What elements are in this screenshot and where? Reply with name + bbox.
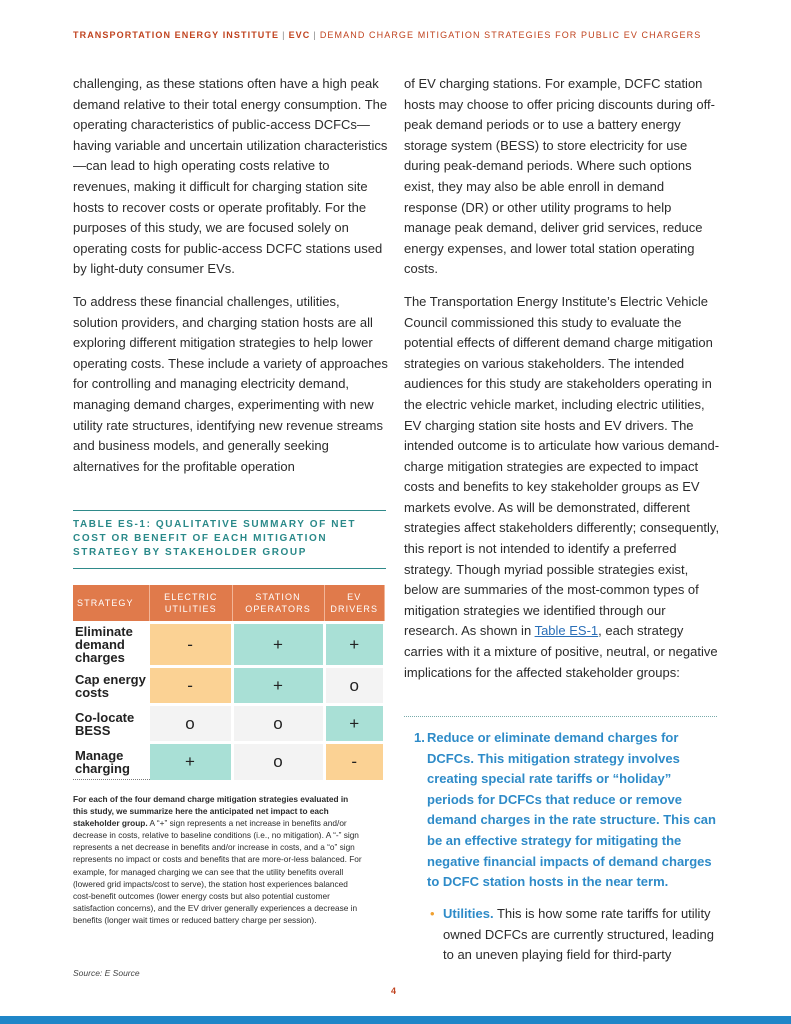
right-paragraph-2 [404, 292, 720, 683]
table-es1-link[interactable]: Table ES-1 [534, 623, 599, 639]
summary-table [73, 585, 386, 780]
table-row [73, 743, 385, 780]
list-item-body [427, 728, 720, 893]
impact-cell: + [232, 667, 324, 705]
header-council: EVC [288, 30, 311, 40]
impact-cell: + [324, 705, 385, 743]
right-column [404, 74, 720, 695]
header-strategy: STRATEGY [73, 585, 150, 623]
paragraph-text: The Transportation Energy Institute’s Electric Vehicle Council commissioned this study to evaluate the potential effects of different demand charge mitigation strategies on various stakeholders. The intended audiences for this study are stakeholders operating in the electric vehicle market, including electric utilities, EV charging station site hosts and EV drivers. The intended outcome is to articulate how various demand-charge mitigation strategies are expected to impact costs and benefits to key stakeholder groups as EV markets evolve. As will be demonstrated, different strategies affect stakeholders differently; consequently, this report is not intended to identify a preferred strategy. Though myriad possible strategies exist, below are summaries of the most-common types of mitigation strategies we identified through our research. As shown in [404, 293, 720, 639]
row-label: Manage charging [73, 743, 150, 780]
row-label: Co-locate BESS [73, 705, 150, 743]
table-source: Source: E Source [73, 968, 140, 978]
impact-cell: o [232, 743, 324, 780]
row-label: Eliminate demand charges [73, 623, 150, 667]
header-separator: | [313, 30, 317, 40]
caption-text: A “+” sign represents a net increase in benefits and/or decrease in costs, relative to baseline conditions (i.e., no mitigation). A “-” sign represents a net decrease in benefits and/or increase in costs, and a “o” sign represents no impact or costs and benefits that are more-or-less balanced. For example, for managed charging we can see that the utility benefits overall (lowered grid impacts/cost to serve), the station host experiences balanced cost-benefit outcomes (lower energy costs but also potential customer satisfaction concerns), and the EV driver generally experiences a decrease in benefits (longer wait times or reduced battery charge per session). [73, 818, 362, 925]
left-paragraph-1: challenging, as these stations often have a high peak demand relative to their total energy consumption. The operating characteristics of public-access DCFCs—having variable and uncertain utilization characteristics—can lead to high operating costs relative to revenues, making it difficult for charging station site hosts to recover costs or operate profitably. For the purposes of this study, we are focused solely on operating costs for public-access DCFC stations used by light-duty consumer EVs. [73, 76, 388, 277]
header-ev-drivers: EV DRIVERS [324, 585, 385, 623]
header-separator: | [282, 30, 286, 40]
bullet-body: This is how some rate tariffs for utility owned DCFCs are currently structured, leading to an uneven playing field for third-party [443, 906, 714, 963]
table-top-rule [73, 510, 386, 511]
left-column [73, 74, 388, 489]
header-org: TRANSPORTATION ENERGY INSTITUTE [73, 30, 280, 40]
bullet-dot-icon: • [430, 906, 435, 921]
page-number: 4 [391, 986, 397, 996]
list-number: 1. [414, 730, 425, 745]
impact-cell: - [324, 743, 385, 780]
impact-cell: + [232, 623, 324, 667]
running-header [73, 30, 701, 40]
list-item-text: This mitigation strategy involves creating special rate tariffs or “holiday” periods for DCFCs that reduce or remove demand charges in the rate structure. This can be an effective strategy for mitigating the negative financial impacts of demand charges to DCFC station hosts in the near term. [427, 750, 716, 890]
impact-cell: + [324, 623, 385, 667]
table-title: TABLE ES-1: QUALITATIVE SUMMARY OF NET COST OR BENEFIT OF EACH MITIGATION STRATEGY BY STAKEHOLDER GROUP [73, 519, 357, 558]
list-divider [404, 716, 717, 717]
header-doc-title: DEMAND CHARGE MITIGATION STRATEGIES FOR PUBLIC EV CHARGERS [319, 30, 702, 40]
header-electric-utilities: ELECTRIC UTILITIES [150, 585, 233, 623]
footer-bar [0, 1016, 791, 1024]
table-caption [73, 793, 363, 926]
impact-cell: o [232, 705, 324, 743]
table-row [73, 705, 385, 743]
impact-cell: o [150, 705, 233, 743]
header-station-operators: STATION OPERATORS [232, 585, 324, 623]
table-row [73, 623, 385, 667]
list-item [414, 728, 720, 893]
right-paragraph-1: of EV charging stations. For example, DCFC station hosts may choose to offer pricing discounts during off-peak demand periods or to use a battery energy storage system (BESS) to store electricity for use during peak-demand periods. Where such options exist, they may also be able enroll in demand response (DR) or other utility programs to help manage peak demand, deliver grid services, reduce energy expenses, and lower total station operating costs. [404, 76, 715, 277]
bullet-lead: Utilities. [443, 906, 494, 921]
table-title-rule [73, 568, 386, 569]
row-label: Cap energy costs [73, 667, 150, 705]
bullet-text [443, 904, 720, 966]
bullet-item [430, 904, 720, 966]
impact-cell: - [150, 623, 233, 667]
impact-cell: o [324, 667, 385, 705]
impact-cell: + [150, 743, 233, 780]
caption-bold: For each of the four demand charge mitigation strategies evaluated in this study, we summarize here the anticipated net impact to each stakeholder group. [73, 794, 349, 829]
table-row [73, 667, 385, 705]
paragraph-text: , each strategy carries with it a mixture of positive, neutral, or negative implications for the affected stakeholder groups: [404, 623, 718, 680]
list-item-title: Reduce or eliminate demand charges for DCFCs. [427, 730, 679, 766]
table-header-row [73, 585, 385, 623]
left-paragraph-2: To address these financial challenges, utilities, solution providers, and charging station hosts are all exploring different mitigation strategies to help lower operating costs. These include a variety of approaches for controlling and managing electricity demand, managing demand charges, experimenting with new utility rate structures, identifying new revenue streams and business models, and generally seeking alternatives for the profitable operation [73, 293, 388, 474]
impact-cell: - [150, 667, 233, 705]
